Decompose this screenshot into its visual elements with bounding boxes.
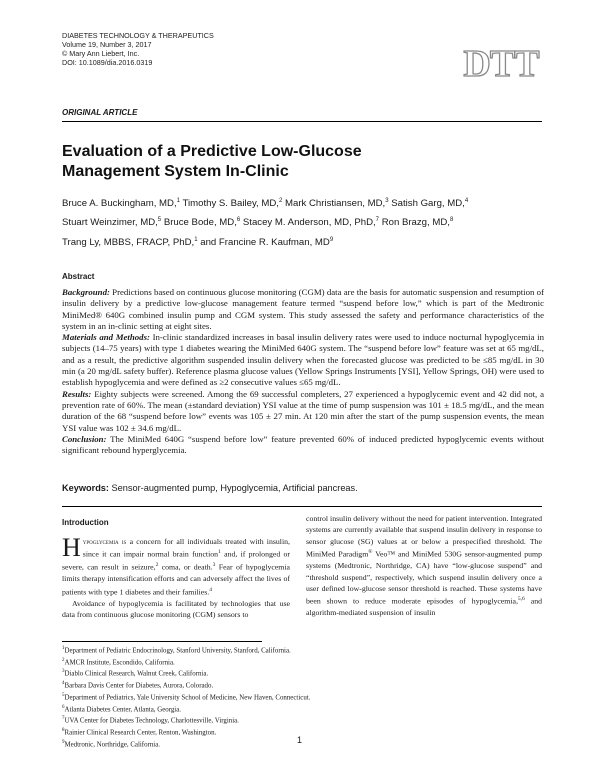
footnote-divider: [62, 641, 262, 642]
author: and Francine R. Kaufman, $MD^9$: [200, 236, 334, 248]
journal-volume: Volume 19, Number 3, 2017: [62, 40, 152, 49]
affiliation: $^3$Diablo Clinical Research, Walnut Creek, California.: [62, 669, 209, 678]
affiliations: [62, 644, 542, 749]
author: Ron Brazg, MD,$^8$: [381, 217, 454, 229]
abstract-methods: Materials and Methods: In-clinic standardized increases in basal insulin delivery rates were used to induce nocturnal hypoglycemia in subjects (14–75 years) with type 1 diabetes wearing the MiniMed 640G system. The “suspend before low” feature was set at 65 mg/dL, and as a result, the predictive algorithm suspended insulin delivery when the forecasted glucose was predicted to be ≤85 mg/dL in 30 min (a 20 mg/dL safety buffer). Reference plasma glucose values (Yellow Springs Instruments [YSI], Yellow Springs, OH) were used to establish hypoglycemia and were defined as ≥2 consecutive values ≤65 mg/dL.: [62, 332, 544, 388]
page-number: 1: [297, 735, 303, 745]
author: Stuart Weinzimer, MD,$^5$: [62, 217, 162, 229]
affiliation: $^1$Department of Pediatric Endocrinology, Stanford University, Stanford, California.: [62, 646, 291, 655]
author: Timothy S. Bailey, MD,$^2$: [182, 198, 283, 210]
abstract-background: Background: Predictions based on continuous glucose monitoring (CGM) data are the basis for automatic suspension and resumption of insulin delivery by a predictive low-glucose management feature termed “suspend before low,” which is part of the Medtronic MiniMed® 640G combined insulin pump and CGM system. This study assessed the safety and performance characteristics of the system in an in-clinic setting at eight sites.: [62, 287, 545, 331]
intro-paragraph-2: Avoidance of hypoglycemia is facilitated by technologies that use data from continuous glucose monitoring (CGM) sensors to: [62, 598, 290, 620]
body-column-left: [62, 533, 290, 621]
abstract-heading: Abstract: [62, 272, 95, 281]
author: Mark Christiansen, MD,$^3$: [285, 198, 389, 210]
affiliation: $^8$Rainier Clinical Research Center, Renton, Washington.: [62, 727, 217, 737]
journal-name: DIABETES TECHNOLOGY & THERAPEUTICS: [62, 31, 214, 40]
journal-logo: [462, 42, 540, 82]
title-line-1: Evaluation of a Predictive Low-Glucose: [62, 143, 362, 160]
copyright: © Mary Ann Liebert, Inc.: [62, 49, 140, 58]
author: Satish Garg, MD,$^4$: [391, 198, 469, 210]
article-title: [62, 142, 362, 182]
header-divider: [62, 121, 542, 122]
doi: DOI: 10.1089/dia.2016.0319: [62, 58, 153, 67]
abstract-conclusion: Conclusion: The MiniMed 640G “suspend before low” feature prevented 60% of induced predicted hypoglycemic events without significant rebound hyperglycemia.: [62, 433, 544, 456]
author: Bruce Bode, MD,$^6$: [163, 217, 241, 229]
keywords: [62, 483, 542, 493]
body-column-right: control insulin delivery without the need for patient intervention. Integrated systems are currently available that suspend insulin delivery in response to sensor glucose (SG) values at or below a prespecified threshold. The MiniMed Paradigm® Veo™ and MiniMed 530G sensor-augmented pump systems (Medtronic, Northridge, CA) have “low-glucose suspend” and “threshold suspend”, respectively, which suspend insulin delivery once a user defined low-glucose sensor threshold is reached. These systems have been shown to reduce moderate episodes of hypoglycemia,$^{5,6}$ and algorithm-mediated suspension of insulin: [306, 514, 543, 618]
affiliation: $^7$UVA Center for Diabetes Technology, Charlottesville, Virginia.: [62, 716, 239, 725]
affiliation: $^4$Barbara Davis Center for Diabetes, Aurora, Colorado.: [62, 681, 214, 690]
journal-header: [62, 31, 214, 67]
author: Stacey M. Anderson, MD, PhD,$^7$: [242, 217, 380, 229]
affiliation: $^2$AMCR Institute, Escondido, California.: [62, 657, 175, 666]
title-line-2: Management System In-Clinic: [62, 163, 289, 180]
author: Bruce A. Buckingham, MD,$^1$: [62, 198, 180, 210]
affiliation: $^5$Department of Pediatrics, Yale University School of Medicine, New Haven, Connecticut.: [62, 692, 311, 702]
abstract-body: [62, 287, 544, 456]
author-list: [62, 193, 542, 251]
drop-cap: H: [62, 533, 81, 562]
abstract-results: Results: Eighty subjects were screened. Among the 69 successful completers, 27 experienced a hypoglycemic event and 42 did not, a prevention rate of 60%. The mean (±standard deviation) YSI value at the time of pump suspension was 101 ± 18.5 mg/dL, and the mean duration of the 68 “suspend before low” events was 105 ± 27 min. At 120 min after the start of the pump suspension events, the mean YSI value was 102 ± 34.6 mg/dL.: [62, 388, 544, 433]
keywords-divider: [62, 506, 542, 507]
affiliation: $^9$Medtronic, Northridge, California.: [62, 739, 160, 748]
keywords-text: Sensor-augmented pump, Hypoglycemia, Artificial pancreas.: [111, 483, 358, 493]
journal-logo-text: DTT: [463, 43, 539, 82]
intro-paragraph-1: Hypoglycemia is a concern for all individuals treated with insulin, since it can impair normal brain function$^1$ and, if prolonged or severe, can result in seizure,$^2$ coma, or death.$^3$ Fear of hypoglycemia limits therapy intensification efforts and can adversely affect the lives of patients with type 1 diabetes and their families.$^4$: [62, 533, 290, 597]
affiliation: $^6$Atlanta Diabetes Center, Atlanta, Georgia.: [62, 704, 182, 713]
keywords-label: Keywords:: [62, 483, 109, 493]
article-type: ORIGINAL ARTICLE: [62, 108, 138, 117]
author: Trang Ly, MBBS, FRACP, PhD,$^1$: [62, 236, 198, 248]
introduction-heading: Introduction: [62, 518, 109, 527]
